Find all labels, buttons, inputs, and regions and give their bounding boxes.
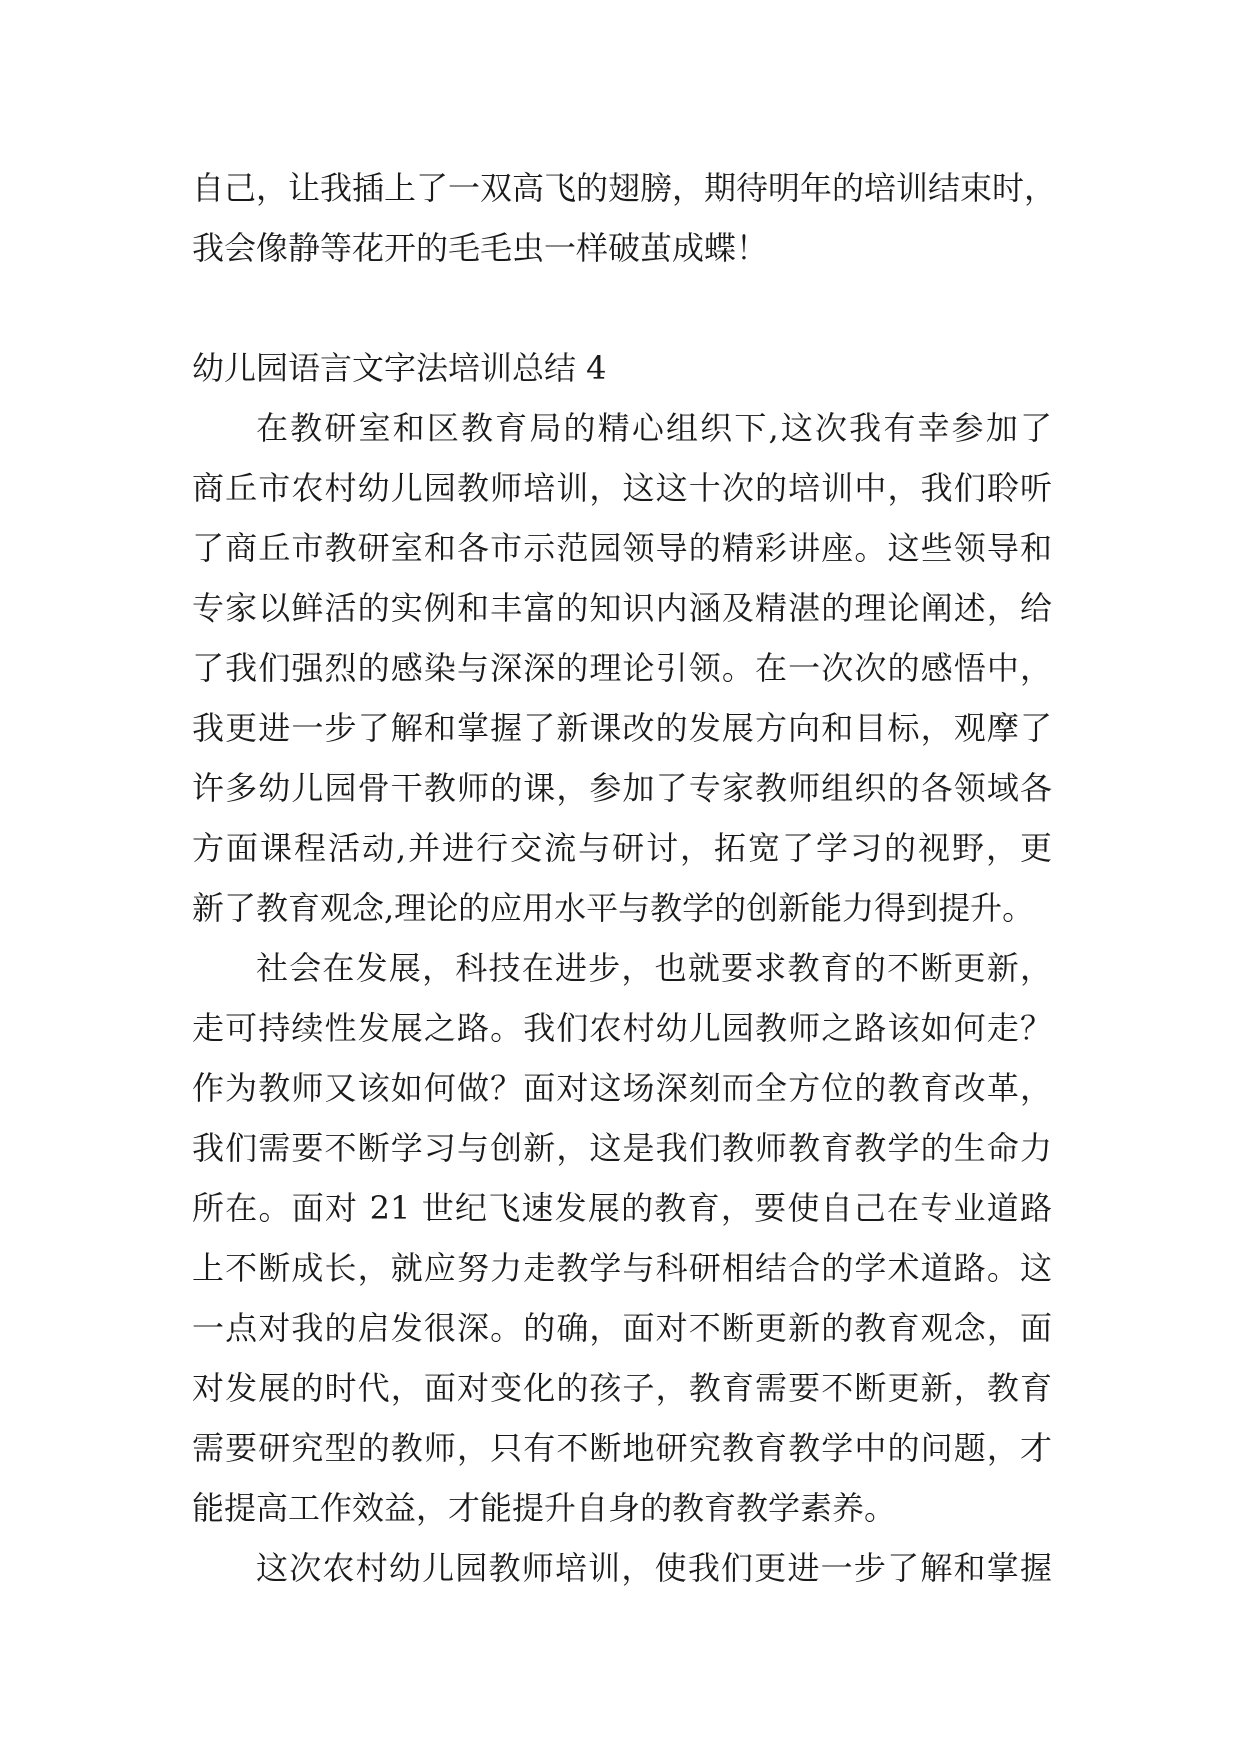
- text-line: 商丘市农村幼儿园教师培训，这这十次的培训中，我们聆听: [192, 469, 1052, 507]
- text-line: 作为教师又该如何做？面对这场深刻而全方位的教育改革，: [192, 1069, 1052, 1107]
- text-line: 新了教育观念,理论的应用水平与教学的创新能力得到提升。: [192, 889, 1035, 927]
- text-line: 需要研究型的教师，只有不断地研究教育教学中的问题，才: [192, 1429, 1052, 1467]
- text-line: 所在。面对 21 世纪飞速发展的教育，要使自己在专业道路: [192, 1189, 1052, 1227]
- text-line: 我们需要不断学习与创新，这是我们教师教育教学的生命力: [192, 1129, 1052, 1167]
- text-line: 了我们强烈的感染与深深的理论引领。在一次次的感悟中，: [192, 649, 1052, 687]
- text-line: 能提高工作效益，才能提升自身的教育教学素养。: [192, 1489, 897, 1527]
- text-line: 我会像静等花开的毛毛虫一样破茧成蝶！: [192, 229, 769, 267]
- text-line: 这次农村幼儿园教师培训，使我们更进一步了解和掌握: [256, 1549, 1052, 1587]
- text-line: 我更进一步了解和掌握了新课改的发展方向和目标，观摩了: [192, 709, 1052, 747]
- text-line: 走可持续性发展之路。我们农村幼儿园教师之路该如何走？: [192, 1009, 1052, 1047]
- text-line: 上不断成长，就应努力走教学与科研相结合的学术道路。这: [192, 1249, 1052, 1287]
- text-line: 社会在发展，科技在进步，也就要求教育的不断更新，: [256, 949, 1052, 987]
- text-line: 一点对我的启发很深。的确，面对不断更新的教育观念，面: [192, 1309, 1052, 1347]
- paragraph-1: [192, 398, 1052, 938]
- section-title: 幼儿园语言文字法培训总结 4: [192, 349, 607, 387]
- text-line: 许多幼儿园骨干教师的课，参加了专家教师组织的各领域各: [192, 769, 1052, 807]
- paragraph-3: [192, 1538, 1052, 1598]
- text-line: 了商丘市教研室和各市示范园领导的精彩讲座。这些领导和: [192, 529, 1052, 567]
- text-line: 对发展的时代，面对变化的孩子，教育需要不断更新，教育: [192, 1369, 1052, 1407]
- document-body: [192, 158, 1057, 1598]
- paragraph-2: [192, 938, 1052, 1538]
- intro-paragraph: [192, 158, 1057, 278]
- text-line: 专家以鲜活的实例和丰富的知识内涵及精湛的理论阐述，给: [192, 589, 1052, 627]
- text-line: 方面课程活动,并进行交流与研讨，拓宽了学习的视野，更: [192, 829, 1052, 867]
- text-line: 在教研室和区教育局的精心组织下,这次我有幸参加了: [256, 409, 1052, 447]
- text-line: 自己，让我插上了一双高飞的翅膀，期待明年的培训结束时，: [192, 169, 1057, 207]
